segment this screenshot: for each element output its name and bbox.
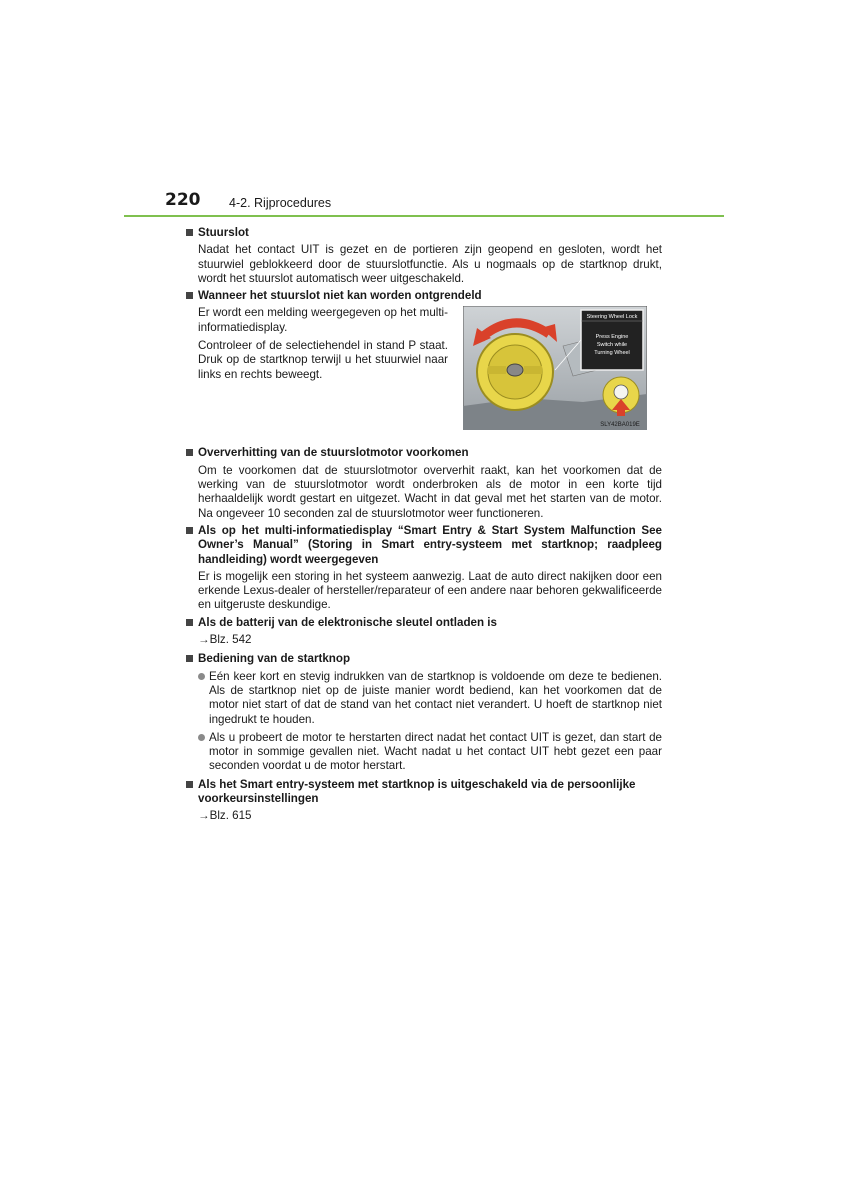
square-bullet-icon [186,292,193,299]
square-bullet-icon [186,527,193,534]
heading-key-battery: Als de batterij van de elektronische sleutel ontladen is [186,616,662,630]
page-content [186,226,662,829]
header-rule [124,215,724,217]
square-bullet-icon [186,229,193,236]
bullet-item: Eén keer kort en stevig indrukken van de startknop is voldoende om deze te bedienen. Als de startknop niet op de juiste manier wordt bediend, kan het voorkomen dat de motor niet start of dat de stand van het contact niet verandert. U hoeft de startknop niet ingedrukt te houden. [198,670,662,727]
page-header [0,0,848,220]
round-bullet-icon [198,734,205,741]
square-bullet-icon [186,449,193,456]
heading-smart-entry-disabled: Als het Smart entry-systeem met startknop is uitgeschakeld via de persoonlijke voorkeursinstellingen [186,778,662,807]
heading-malfunction-message: Als op het multi-informatiedisplay “Smart Entry & Start System Malfunction See Owner’s Manual” (Storing in Smart entry-systeem met startknop; raadpleeg handleiding) wordt weergegeven [186,524,662,567]
figure-block [198,306,662,432]
paragraph-stuurslot: Nadat het contact UIT is gezet en de portieren zijn geopend en gesloten, wordt het stuurwiel geblokkeerd door de stuurslotfunctie. Als u nogmaals op de startknop drukt, wordt het stuurslot automatisch weer uitgeschakeld. [198,243,662,285]
message-line-1: Press Engine [595,334,629,341]
figure-text [198,306,448,385]
square-bullet-icon [186,655,193,662]
message-title: Steering Wheel Lock [586,314,638,321]
page-reference-542: →Blz. 542 [198,633,252,647]
paragraph-overheating: Om te voorkomen dat de stuurslotmotor oververhit raakt, kan het voorkomen dat de werking van de stuurslotmotor wordt onderbroken als de motor in een korte tijd herhaaldelijk wordt gestart en uitgezet. Wacht in dat geval met het starten van de motor. Na ongeveer 10 seconden zal de stuurslotmotor weer functioneren. [198,463,662,520]
message-line-2: Switch while [596,342,628,349]
round-bullet-icon [198,673,205,680]
page-reference-615: →Blz. 615 [198,809,252,823]
paragraph-message: Er wordt een melding weergegeven op het multi-informatiedisplay. [198,306,448,334]
message-line-3: Turning Wheel [594,350,630,357]
page-number: 220 [165,190,201,210]
heading-unlock-failure: Wanneer het stuurslot niet kan worden ontgrendeld [186,289,662,303]
bullet-item: Als u probeert de motor te herstarten direct nadat het contact UIT is gezet, dan start de motor in sommige gevallen niet. Wacht nadat u het contact UIT hebt gezet een paar seconden voordat u de motor herstart. [198,731,662,774]
paragraph-instruction: Controleer of de selectiehendel in stand P staat. Druk op de startknop terwijl u het stuurwiel naar links en rechts beweegt. [198,339,448,381]
paragraph-malfunction: Er is mogelijk een storing in het systeem aanwezig. Laat de auto direct nakijken door een erkende Lexus-dealer of hersteller/reparateur of een andere naar behoren gekwalificeerde en uitgeruste deskundige. [198,569,662,612]
heading-overheating: Oververhitting van de stuurslotmotor voorkomen [186,446,662,460]
square-bullet-icon [186,619,193,626]
heading-start-button: Bediening van de startknop [186,652,662,666]
start-button-icon [614,385,628,399]
heading-stuurslot: Stuurslot [186,226,662,240]
square-bullet-icon [186,781,193,788]
section-title: 4-2. Rijprocedures [229,196,332,210]
steering-wheel-illustration [463,306,647,430]
figure-code: SLY42BA019E [600,422,640,429]
